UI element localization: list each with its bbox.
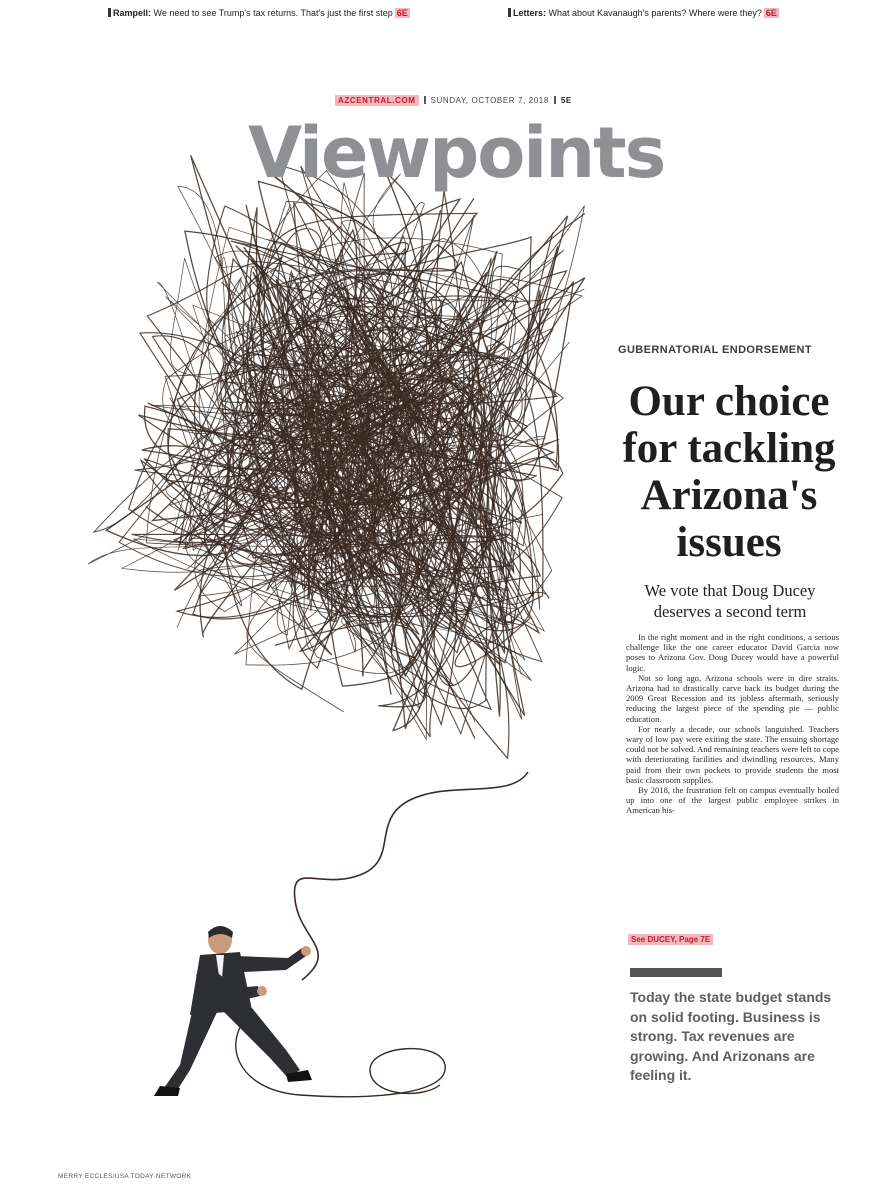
headline-line: Arizona's	[640, 472, 818, 519]
dateline	[335, 96, 572, 105]
teaser-text: We need to see Trump's tax returns. That's just the first step	[153, 8, 393, 18]
headline-line: issues	[676, 519, 782, 566]
article-headline[interactable]	[600, 378, 858, 566]
teaser-marker	[108, 8, 111, 17]
headline-line: Our choice	[628, 378, 830, 425]
teaser-author: Rampell:	[113, 8, 152, 18]
teaser-page: 6E	[396, 8, 408, 18]
section-title: Viewpoints	[248, 112, 665, 194]
pull-quote-rule	[630, 968, 722, 977]
teaser-rampell[interactable]	[108, 8, 410, 22]
subhead-line: deserves a second term	[653, 602, 807, 621]
body-paragraph: Not so long ago, Arizona schools were in dire straits. Arizona had to drastically carve back its budget during the 2009 Great Recession and its jobless aftermath, seriously reducing the largest piece of the spending pie — public education.	[626, 672, 839, 724]
divider	[554, 96, 556, 104]
headline-line: for tackling	[622, 425, 836, 472]
subhead-line: We vote that Doug Ducey	[644, 581, 816, 600]
pull-quote: Today the state budget stands on solid footing. Business is strong. Tax revenues are growing. And Arizonans are feeling it.	[630, 989, 832, 1083]
man-figure	[154, 926, 312, 1096]
scribble-lines	[88, 155, 585, 758]
teaser-marker	[508, 8, 511, 17]
article-body	[626, 632, 839, 816]
body-paragraph: For nearly a decade, our schools languished. Teachers wary of low pay were exiting the state. The ensuing shortage could not be solved. And remaining teachers were left to cope with deteriorating facilities and dwindling resources. Many paid from their own pockets to provide students the most basic classroom supplies.	[626, 723, 839, 785]
rope-line	[294, 772, 528, 980]
teaser-author: Letters:	[513, 8, 547, 18]
illustration-credit: MERRY ECCLES/USA TODAY NETWORK	[58, 1173, 192, 1180]
article-subhead	[610, 580, 850, 622]
arizona-scribble-illustration	[40, 140, 630, 1140]
article-kicker: GUBERNATORIAL ENDORSEMENT	[618, 344, 812, 356]
teaser-letters[interactable]	[508, 8, 779, 22]
site-name: AZCENTRAL.COM	[335, 95, 419, 106]
page-number: 5E	[560, 96, 572, 105]
date: SUNDAY, OCTOBER 7, 2018	[430, 96, 549, 105]
body-paragraph: By 2018, the frustration felt on campus eventually boiled up into one of the largest public employee strikes in American his-	[626, 785, 839, 816]
divider	[424, 96, 426, 104]
teaser-text: What about Kavanaugh's parents? Where were they?	[548, 8, 762, 18]
teaser-page: 6E	[765, 8, 777, 18]
jump-link[interactable]: See DUCEY, Page 7E	[628, 934, 713, 945]
body-paragraph: In the right moment and in the right conditions, a serious challenge like the one career educator David Garcia now poses to Arizona Gov. Doug Ducey would have a powerful logic.	[626, 632, 839, 673]
